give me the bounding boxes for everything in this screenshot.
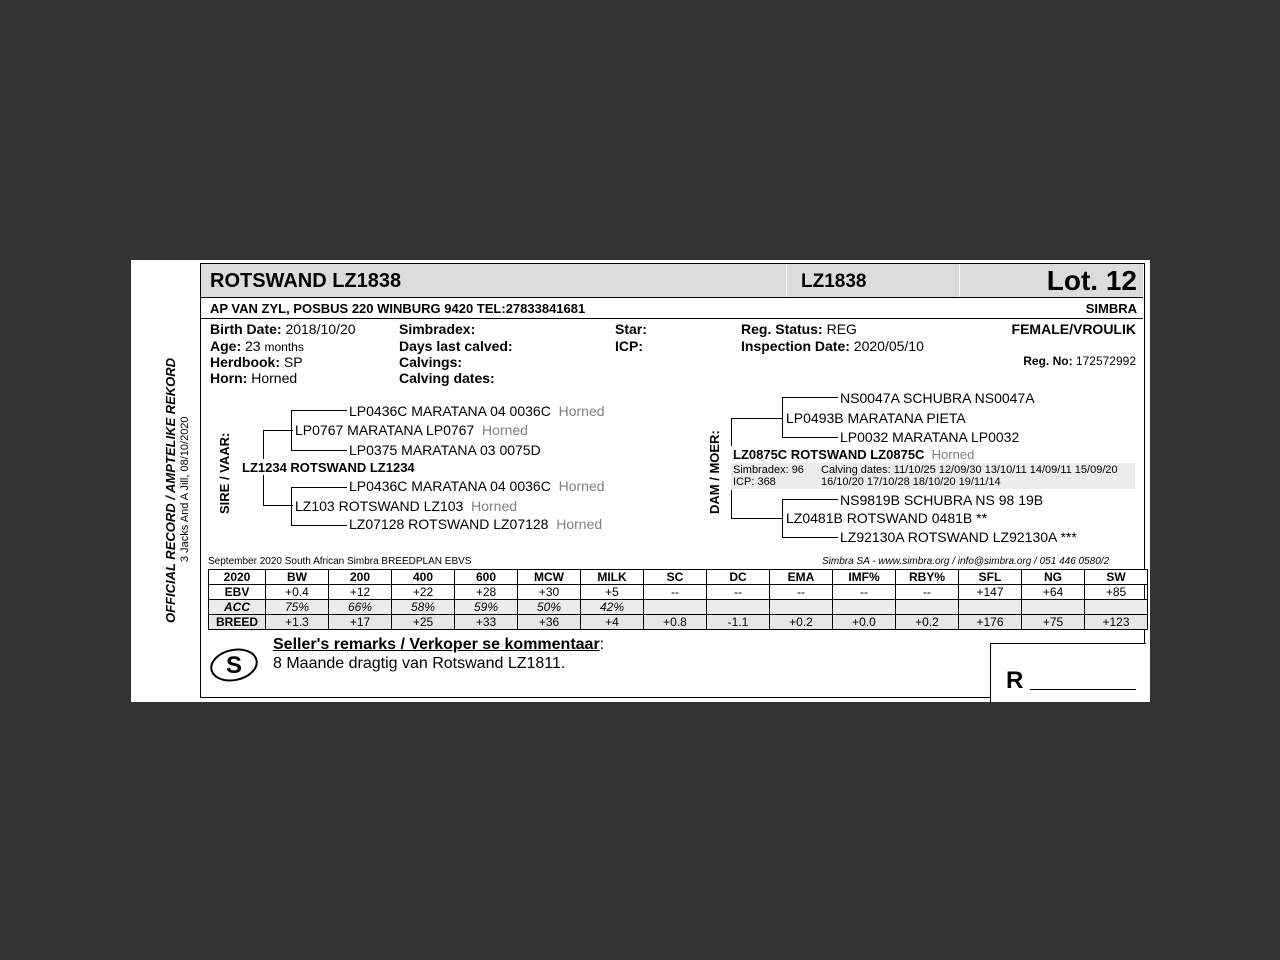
ebv-row-label: ACC xyxy=(209,600,266,615)
ebv-header-cell: DC xyxy=(707,570,770,585)
sire-name: LZ1234 ROTSWAND LZ1234 xyxy=(242,460,415,475)
simbra-contact: Simbra SA - www.simbra.org / info@simbra.org / 051 446 0580/2 xyxy=(822,556,1110,567)
ebv-cell: +1.3 xyxy=(266,615,329,630)
sire-dam: LZ103 ROTSWAND LZ103 Horned xyxy=(295,498,518,514)
ebv-header-cell: MILK xyxy=(581,570,644,585)
ebv-cell: +5 xyxy=(581,585,644,600)
ebv-cell xyxy=(707,600,770,615)
sire-sire-sire: LP0436C MARATANA 04 0036C Horned xyxy=(349,403,605,419)
ebv-cell: +0.2 xyxy=(770,615,833,630)
ebv-caption: September 2020 South African Simbra BREEDPLAN EBVS xyxy=(208,556,472,567)
age: Age: 23 months xyxy=(210,338,304,354)
sire-sire-dam: LP0375 MARATANA 03 0075D xyxy=(349,442,541,458)
simbra-logo xyxy=(209,646,259,684)
svg-text:S: S xyxy=(225,652,243,679)
ebv-cell: +33 xyxy=(455,615,518,630)
ebv-cell: -- xyxy=(770,585,833,600)
dam-name: LZ0875C ROTSWAND LZ0875C Horned xyxy=(733,447,975,462)
ebv-cell: +0.4 xyxy=(266,585,329,600)
ebv-cell xyxy=(833,600,896,615)
ebv-cell: +0.8 xyxy=(644,615,707,630)
animal-name: ROTSWAND LZ1838 xyxy=(210,270,402,292)
sire-sire: LP0767 MARATANA LP0767 Horned xyxy=(295,422,528,438)
calvings-label: Calvings: xyxy=(399,354,463,370)
dam-sire-sire: NS0047A SCHUBRA NS0047A xyxy=(840,390,1035,406)
dam-calving-dates-2: 16/10/20 17/10/28 18/10/20 19/11/14 xyxy=(821,476,1001,488)
owner-bar xyxy=(201,298,1143,319)
ebv-table xyxy=(208,569,1148,630)
dam-calving-dates: Calving dates: 11/10/25 12/09/30 13/10/11 14/09/11 15/09/20 xyxy=(821,464,1118,476)
ebv-cell xyxy=(644,600,707,615)
ebv-cell: 42% xyxy=(581,600,644,615)
owner-address: AP VAN ZYL, POSBUS 220 WINBURG 9420 TEL:27833841681 xyxy=(210,301,586,316)
ebv-header-cell: 600 xyxy=(455,570,518,585)
header-bar xyxy=(201,264,1143,298)
calving-dates-label: Calving dates: xyxy=(399,370,495,386)
ebv-header-cell: 200 xyxy=(329,570,392,585)
ebv-row xyxy=(209,585,1148,600)
ebv-cell: 50% xyxy=(518,600,581,615)
ebv-cell: 58% xyxy=(392,600,455,615)
ebv-header-cell: RBY% xyxy=(896,570,959,585)
dam-dam-dam: LZ92130A ROTSWAND LZ92130A *** xyxy=(840,529,1077,545)
horn: Horn: Horned xyxy=(210,370,298,386)
ebv-header-cell: 2020 xyxy=(209,570,266,585)
birth-date: Birth Date: 2018/10/20 xyxy=(210,321,356,337)
ebv-row-label: EBV xyxy=(209,585,266,600)
dam-icp: ICP: 368 xyxy=(733,476,776,488)
r-box xyxy=(990,643,1146,702)
ebv-cell xyxy=(1022,600,1085,615)
sire-label: SIRE / VAAR: xyxy=(217,432,232,514)
ebv-cell: +123 xyxy=(1085,615,1148,630)
ebv-cell: +17 xyxy=(329,615,392,630)
official-record-label: OFFICIAL RECORD / AMPTELIKE REKORD xyxy=(163,357,178,623)
dam-sire: LP0493B MARATANA PIETA xyxy=(786,410,966,426)
ebv-cell: -1.1 xyxy=(707,615,770,630)
ebv-header-cell: 400 xyxy=(392,570,455,585)
ebv-cell: 75% xyxy=(266,600,329,615)
ebv-cell: -- xyxy=(833,585,896,600)
ebv-header-cell: BW xyxy=(266,570,329,585)
ebv-cell: +75 xyxy=(1022,615,1085,630)
ebv-header-cell: SC xyxy=(644,570,707,585)
dam-dam: LZ0481B ROTSWAND 0481B ** xyxy=(786,510,988,526)
icp-label: ICP: xyxy=(615,338,643,354)
ebv-header-cell: MCW xyxy=(518,570,581,585)
sire-dam-dam: LZ07128 ROTSWAND LZ07128 Horned xyxy=(349,516,603,532)
sire-dam-sire: LP0436C MARATANA 04 0036C Horned xyxy=(349,478,605,494)
ebv-header-cell: SFL xyxy=(959,570,1022,585)
ebv-row-label: BREED xyxy=(209,615,266,630)
ebv-cell: +30 xyxy=(518,585,581,600)
ebv-cell: -- xyxy=(707,585,770,600)
ebv-cell: +22 xyxy=(392,585,455,600)
ebv-header-cell: NG xyxy=(1022,570,1085,585)
ebv-header-cell: IMF% xyxy=(833,570,896,585)
ebv-cell: +147 xyxy=(959,585,1022,600)
sex-label: FEMALE/VROULIK xyxy=(1011,321,1136,337)
ebv-header-cell: EMA xyxy=(770,570,833,585)
ebv-cell xyxy=(770,600,833,615)
ebv-cell: +0.2 xyxy=(896,615,959,630)
lot-card xyxy=(131,260,1150,702)
dam-sire-dam: LP0032 MARATANA LP0032 xyxy=(840,429,1020,445)
ebv-cell: +36 xyxy=(518,615,581,630)
animal-id: LZ1838 xyxy=(801,271,867,292)
ebv-cell xyxy=(896,600,959,615)
breed-label: SIMBRA xyxy=(1085,301,1137,316)
simbradex-label: Simbradex: xyxy=(399,321,476,337)
r-signature-line xyxy=(1030,689,1136,690)
ebv-cell: -- xyxy=(896,585,959,600)
dam-simbradex: Simbradex: 96 xyxy=(733,464,804,476)
auction-label: 3 Jacks And A Jill, 08/10/2020 xyxy=(179,416,191,562)
days-last-calved-label: Days last calved: xyxy=(399,338,513,354)
ebv-cell: 66% xyxy=(329,600,392,615)
ebv-cell: +85 xyxy=(1085,585,1148,600)
breed-row xyxy=(209,615,1148,630)
ebv-cell: +4 xyxy=(581,615,644,630)
reg-status: Reg. Status: REG xyxy=(741,321,857,337)
ebv-cell: +28 xyxy=(455,585,518,600)
ebv-cell: +64 xyxy=(1022,585,1085,600)
ebv-cell xyxy=(1085,600,1148,615)
dam-dam-sire: NS9819B SCHUBRA NS 98 19B xyxy=(840,492,1044,508)
ebv-cell: +176 xyxy=(959,615,1022,630)
inspection-date: Inspection Date: 2020/05/10 xyxy=(741,338,924,354)
remarks-title: Seller's remarks / Verkoper se kommentaar: xyxy=(273,636,605,653)
remarks-text: 8 Maande dragtig van Rotswand LZ1811. xyxy=(273,655,566,672)
ebv-cell: +12 xyxy=(329,585,392,600)
dam-label: DAM / MOER: xyxy=(707,430,722,514)
ebv-cell: -- xyxy=(644,585,707,600)
herdbook: Herdbook: SP xyxy=(210,354,303,370)
ebv-header-row xyxy=(209,570,1148,585)
ebv-cell: +0.0 xyxy=(833,615,896,630)
reg-number: Reg. No: 172572992 xyxy=(1023,354,1136,368)
ebv-cell: +25 xyxy=(392,615,455,630)
acc-row xyxy=(209,600,1148,615)
ebv-cell: 59% xyxy=(455,600,518,615)
lot-number: Lot. 12 xyxy=(1046,265,1137,296)
ebv-cell xyxy=(959,600,1022,615)
star-label: Star: xyxy=(615,321,647,337)
r-label: R xyxy=(1006,667,1024,694)
ebv-header-cell: SW xyxy=(1085,570,1148,585)
